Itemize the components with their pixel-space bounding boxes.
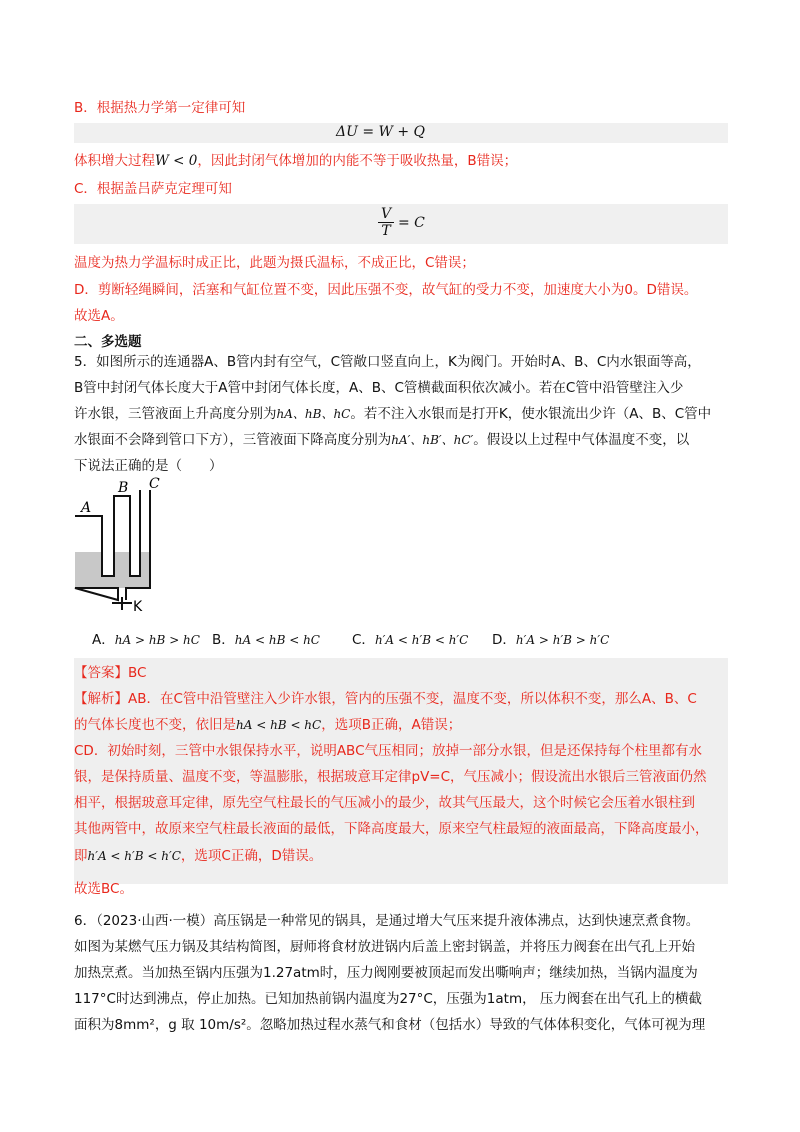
- q6-line-5-pre: 面积为: [74, 1017, 115, 1033]
- q5-option-c: [352, 628, 468, 648]
- label-k: K: [133, 599, 143, 615]
- option-b-label: B．: [212, 632, 235, 648]
- q5-line-2: B管中封闭气体长度大于A管中封闭气体长度，A、B、C管横截面积依次减小。若在C管中沿管壁注入少: [74, 380, 684, 396]
- q6-line-1: 6．（2023·山西·一模）高压锅是一种常见的锅具，是通过增大气压来提升液体沸点，达到快速烹煮食物。: [74, 913, 700, 929]
- analysis-a2-post: ，选项B正确，A错误；: [321, 717, 462, 733]
- q5-line-5: 下说法正确的是（ ）: [74, 458, 223, 474]
- option-a-expr: hA > hB > hC: [114, 633, 200, 647]
- q5-line-4-vars: hA′、hB′、hC′: [391, 433, 474, 447]
- analysis-line-3: CD．初始时刻，三管中水银保持水平，说明ABC气压相同；放掉一部分水银，但是还保持每个柱里都有水: [74, 743, 703, 759]
- option-b-text-pre: 体积增大过程: [74, 153, 155, 169]
- q6-line-3: 加热烹煮。当加热至锅内压强为1.27atm时，压力阀刚要被顶起而发出嘶响声；继续加热，当锅内温度为: [74, 965, 698, 981]
- mercury-fill: [75, 552, 150, 588]
- q6-area: 8mm²: [114, 1017, 155, 1033]
- q5-line-3: [74, 403, 711, 425]
- option-d-text: D．剪断轻绳瞬间，活塞和气缸位置不变，因此压强不变，故气缸的受力不变，加速度大小为0。D错误。: [74, 282, 698, 298]
- q6-line-2: 如图为某燃气压力锅及其结构简图，厨师将食材放进锅内后盖上密封锅盖，并将压力阀套在出气孔上开始: [74, 939, 695, 955]
- option-b-text: [74, 150, 517, 172]
- analysis-line-2: [74, 714, 461, 736]
- option-b-heading: B．根据热力学第一定律可知: [74, 100, 246, 116]
- analysis-a2-pre: 的气体长度也不变，依旧是: [74, 717, 236, 733]
- q6-line-5-post: 。忽略加热过程水蒸气和食材（包括水）导致的气体体积变化，气体可视为理: [246, 1017, 706, 1033]
- analysis-line-7: [74, 845, 322, 867]
- fraction-numerator: V: [380, 206, 392, 222]
- option-c-expr: h′A < h′B < h′C: [374, 633, 469, 647]
- q5-line-3-pre: 许水银，三管液面上升高度分别为: [74, 406, 277, 422]
- q5-line-4-post: 。假设以上过程中气体温度不变，以: [473, 432, 690, 448]
- analysis-line-5: 相平，根据玻意耳定律，原先空气柱最长的气压减小的最少，故其气压最大，这个时候它会压着水银柱到: [74, 795, 695, 811]
- label-b: B: [118, 480, 129, 496]
- answer-4: 故选A。: [74, 308, 124, 324]
- option-c-heading: C．根据盖吕萨克定理可知: [74, 181, 232, 197]
- option-c-text: 温度为热力学温标时成正比，此题为摄氏温标，不成正比，C错误；: [74, 255, 475, 271]
- option-c-label: C．: [352, 632, 375, 648]
- q6-line-5: [74, 1014, 705, 1036]
- q6-gravity: ，g 取 10m/s²: [154, 1017, 247, 1033]
- analysis-line-1: [74, 688, 697, 710]
- analysis-a2-expr: hA < hB < hC: [236, 718, 322, 732]
- option-b-math: W < 0: [155, 153, 198, 169]
- answer-value: BC: [128, 665, 147, 681]
- answer-tag: 【答案】: [74, 665, 128, 681]
- q5-line-3-vars: hA、hB、hC: [276, 407, 351, 421]
- connected-vessel-diagram: [68, 476, 188, 621]
- fraction-denominator: T: [378, 222, 394, 239]
- charles-formula-fraction: [378, 206, 394, 239]
- q6-line-4: 117°C时达到沸点，停止加热。已知加热前锅内温度为27°C，压强为1atm， 压力阀套在出气孔上的横截: [74, 991, 702, 1007]
- label-c: C: [149, 476, 160, 492]
- analysis-c5-pre: 即: [74, 848, 88, 864]
- charles-formula-rhs: = C: [398, 215, 425, 231]
- q5-option-d: [492, 628, 609, 648]
- q5-line-3-post: 。若不注入水银而是打开K，使水银流出少许（A、B、C管中: [350, 406, 712, 422]
- q5-option-b: [212, 628, 320, 648]
- option-b-text-post: ，因此封闭气体增加的内能不等于吸收热量，B错误；: [197, 153, 518, 169]
- analysis-a1: AB．在C管中沿管壁注入少许水银，管内的压强不变，温度不变，所以体积不变，那么A、B、C: [128, 691, 697, 707]
- option-d-expr: h′A > h′B > h′C: [515, 633, 610, 647]
- answer-5-final: 故选BC。: [74, 881, 133, 897]
- q5-option-a: [92, 628, 200, 648]
- section-title: 二、多选题: [74, 334, 142, 350]
- option-d-label: D．: [492, 632, 516, 648]
- analysis-c5-expr: h′A < h′B < h′C: [87, 849, 181, 863]
- label-a: A: [81, 500, 92, 516]
- option-a-label: A．: [92, 632, 115, 648]
- q5-line-4: [74, 429, 689, 451]
- analysis-line-6: 其他两管中，故原来空气柱最长液面的最低，下降高度最大，原来空气柱最短的液面最高，下降高度最小，: [74, 821, 709, 837]
- q5-line-4-pre: 水银面不会降到管口下方），三管液面下降高度分别为: [74, 432, 392, 448]
- q5-line-1: 5．如图所示的连通器A、B管内封有空气，C管敞口竖直向上，K为阀门。开始时A、B、C内水银面等高，: [74, 354, 701, 370]
- analysis-tag: 【解析】: [74, 691, 128, 707]
- first-law-formula: ΔU = W + Q: [336, 124, 426, 140]
- answer-5: [74, 662, 146, 684]
- analysis-line-4: 银，是保持质量、温度不变，等温膨胀，根据玻意耳定律pV=C，气压减小；假设流出水银后三管液面仍然: [74, 769, 707, 785]
- analysis-c5-post: ，选项C正确，D错误。: [180, 848, 323, 864]
- option-b-expr: hA < hB < hC: [234, 633, 320, 647]
